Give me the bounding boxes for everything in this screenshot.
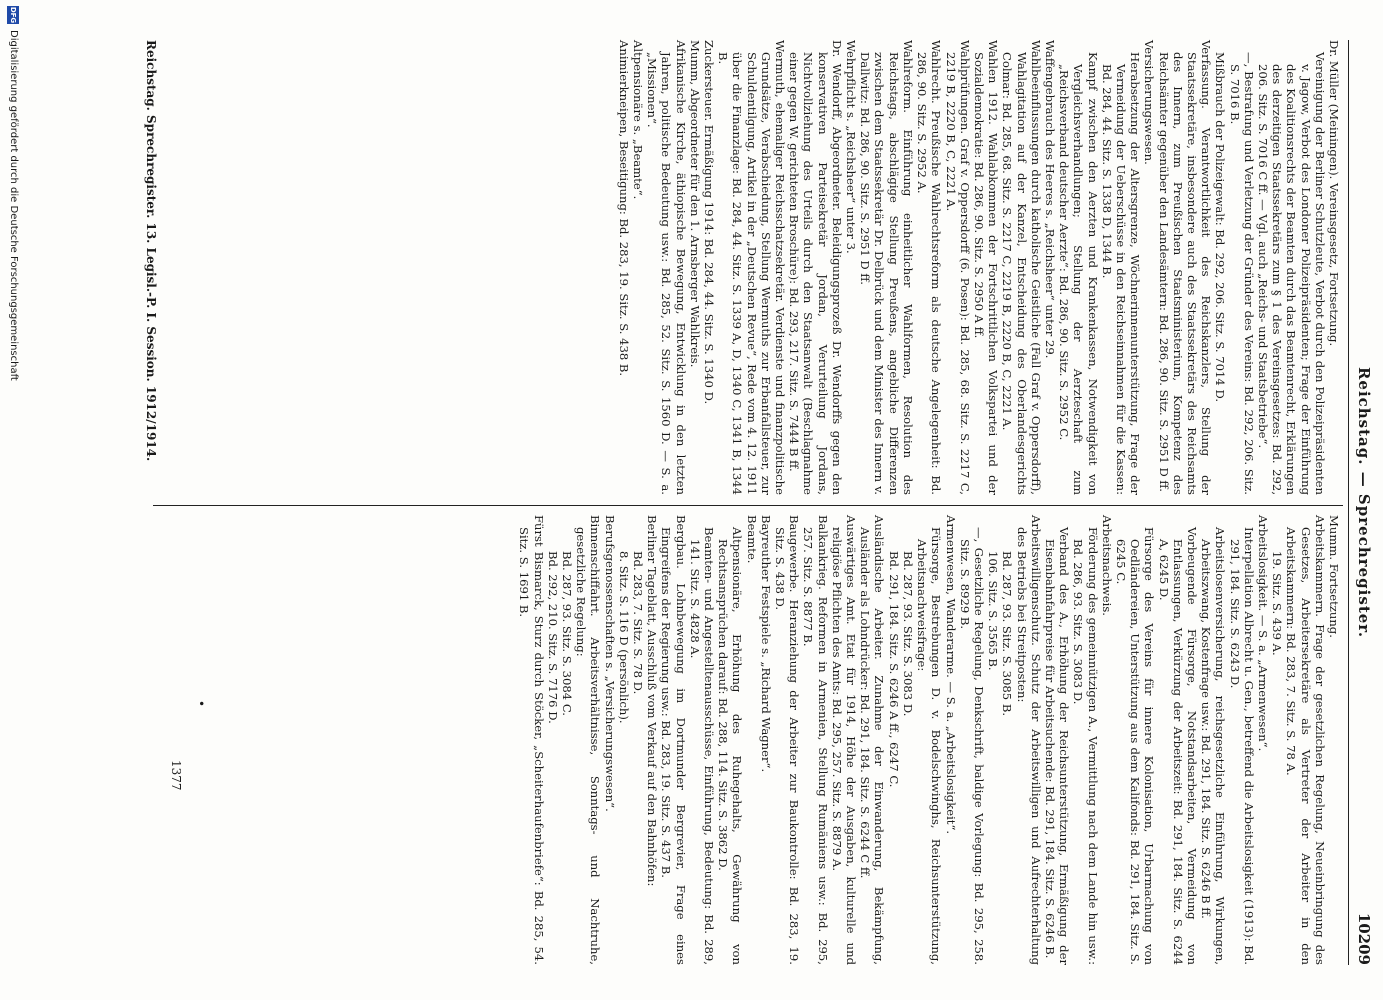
register-entry: Baugewerbe. Heranziehung der Arbeiter zur Baukontrolle: Bd. 283, 19. Sitz. S. 438 D. — [773, 515, 802, 965]
register-entry: Berufsgenossenschaften s. „Versicherungswesen“. — [602, 515, 617, 812]
header-rule — [1348, 40, 1349, 965]
register-entry: Animierkneipen, Beseitigung: Bd. 283, 19. Sitz. S. 438 B. — [616, 40, 631, 377]
dfg-notice: Digitalisierung gefördert durch die Deutsche Forschungsgemeinschaft — [8, 30, 19, 381]
register-entry: Herabsetzung der Altersgrenze, Wöchnerinnenunterstützung, Frage der Vermeidung der Ueberschüsse in den Reichseinnahmen für die Kassen: Bd. 284, 44. Sitz. S. 1338 D, 1344 B. — [1099, 52, 1143, 495]
right-column — [517, 515, 1341, 965]
dfg-watermark — [1, 0, 21, 1000]
register-entry: Förderung des gemeinnützigen A., Vermittlung nach dem Lande hin usw.: Bd. 286, 93. Sitz. S. 3083 D. — [1071, 527, 1100, 965]
register-entry: Wermuth, ehemaliger Reichsschatzsekretär. Verdienste und finanzpolitische Grundsätze, Verabschiedung, Stellung Wermuths zur Erbanfallsteuer, zur Schuldentilgung, Artikel in der „Deutschen Revue“, Rede vom 4. 12. 1911 über die Finanzlage: Bd. 284, 44. Sitz. S. 1339 A, D, 1340 C, 1341 B, 1344 B. — [716, 40, 788, 495]
register-entry: Wahlen 1912. Wahlabkommen der Fortschrittlichen Volkspartei und der Sozialdemokratie: Bd. 286, 90. Sitz. S. 2950 A ff. — [971, 40, 1001, 495]
register-entry: Bayreuther Festspiele s. „Richard Wagner“. — [758, 515, 773, 773]
register-entry: Fürsorge, Bestrebungen D. v. Bodelschwinghs, Reichsunterstützung, Arbeitsnachweisfrage: — [915, 527, 944, 965]
register-entry: Arbeitswilligenschutz. Schutz der Arbeitswilligen und Aufrechterhaltung des Betriebs bei Streitposten: — [1014, 515, 1043, 965]
register-entry: Wahlrecht. Preußische Wahlrechtsreform als deutsche Angelegenheit: Bd. 286, 90. Sitz. S. 2952 A. — [915, 40, 944, 495]
register-entry: Arbeitskammern. Frage der gesetzlichen Regelung, Neueinbringung des Gesetzes, Arbeitersekretäre als Vertreter der Arbeiter in den Arbeitskammern: Bd. 283, 7. Sitz. S. 78 A. — [1284, 515, 1327, 965]
register-footer: Reichstag. Sprechregister. 13. Legisl.-P. I. Session. 1912/1914. — [144, 40, 158, 462]
register-entry: Bd. 292, 210. Sitz. S. 7176 D. — [545, 551, 560, 724]
register-entry: Wahlreform. Einführung einheitlicher Wahlformen, Resolution des Reichstags, abschlägige Stellung Preußens, angebliche Differenzen zwischen dem Staatssekretär Dr. Delbrück und dem Minister des Innern v. Dallwitz: Bd. 286, 90. Sitz. S. 2951 D ff. — [858, 40, 915, 495]
left-column — [617, 40, 1341, 495]
register-entry: Auswärtiges Amt. Etat für 1914, Höhe der Ausgaben, kulturelle und religiöse Pflichten des Amts: Bd. 295, 257. Sitz. S. 8879 A. — [829, 515, 859, 965]
register-entry: Interpellation Albrecht u. Gen., betreffend die Arbeitslosigkeit (1913): Bd. 291, 184. Sitz. S. 6243 D. — [1227, 527, 1256, 965]
register-entry: Vorbeugende Fürsorge, Notstandsarbeiten, Vermeidung von Entlassungen, Verkürzung der Arbeitszeit: Bd. 291, 184. Sitz. S. 6244 A, 6245 D. — [1156, 527, 1199, 965]
register-entry: Versicherungswesen. — [1142, 40, 1157, 165]
register-entry: Mumm. Fortsetzung. — [1327, 515, 1341, 638]
register-entry: Verband des A., Erhöhung der Reichsunterstützung, Ermäßigung der Eisenbahnfahrpreise für Arbeitsuchende: Bd. 291, 184. Sitz. S. 6246 B. — [1042, 527, 1072, 965]
register-entry: Arbeitsnachweis. — [1099, 515, 1114, 616]
register-entry: Bd. 283, 7. Sitz. S. 78 D. — [631, 551, 646, 695]
register-entry: Berliner Tageblatt, Ausschluß vom Verkauf auf den Bahnhöfen: — [645, 515, 660, 887]
register-entry: Bd. 291, 184. Sitz. S. 6246 A ff., 6247 C. — [886, 551, 901, 788]
dfg-logo: DFG — [9, 6, 17, 24]
register-entry: Afrikanische Kirche, äthiopische Bewegung, Entwicklung in den letzten Jahren, politische Bedeutung usw.: Bd. 285, 52. Sitz. S. 1560 D. — S. a. „Missionen“. — [645, 40, 688, 495]
register-entry: Beamte. — [744, 515, 759, 564]
register-entry: Arbeitslosenversicherung, reichsgesetzliche Einführung, Wirkungen, Arbeitszwang, Kostenfrage usw.: Bd. 291, 184. Sitz. S. 6246 B ff. — [1199, 527, 1228, 965]
register-entry: Fürst Bismarck, Sturz durch Stöcker, „Scheiterhaufenbriefe“: Bd. 285, 54. Sitz. S. 1691 B. — [517, 515, 546, 965]
printer-mark: • — [194, 700, 208, 708]
register-entry: Arbeitslosigkeit. — S. a. „Armenwesen“. — [1255, 515, 1270, 752]
register-entry: 106. Sitz. S. 3565 B. — [986, 551, 1001, 671]
column-divider — [153, 505, 1343, 506]
running-title: Reichstag. — Sprechregister. — [1355, 366, 1373, 639]
register-entry: Ausländische Arbeiter. Zunahme der Einwanderung, Bekämpfung, Ausländer als Lohndrücker: Bd. 291, 184. Sitz. S. 6244 C ff. — [858, 515, 887, 965]
page-number-top: 10209 — [1355, 912, 1373, 965]
register-entry: Bd. 287, 93. Sitz. S. 3085 B. — [1000, 551, 1015, 717]
register-entry: Waffengebrauch des Heeres s. „Reichsheer“ unter 29. — [1042, 40, 1057, 359]
register-entry: Binnenschiffahrt. Arbeitsverhältnisse, Sonntags- und Nachtruhe, gesetzliche Regelung: — [574, 515, 603, 965]
register-entry: Beamten- und Angestelltenausschüsse, Einführung, Bedeutung: Bd. 289, 141. Sitz. S. 4828 A. — [687, 527, 717, 965]
register-entry: Bd. 287, 93. Sitz. S. 3084 C. — [560, 551, 575, 716]
register-entry: Kampf zwischen den Aerzten und Krankenkassen, Notwendigkeit von Vergleichsverhandlungen; Stellung der Aerzteschaft zum „Reichsverband deutscher Aerzte“: Bd. 286, 90. Sitz. S. 2952 C. — [1057, 52, 1100, 495]
register-entry: Altpensionäre, Erhöhung des Ruhegehalts, Gewährung von Rechtsansprüchen darauf: Bd. 288, 114. Sitz. S. 3862 D. — [716, 527, 745, 965]
register-entry: Dr. Müller (Meiningen). Vereinsgesetz, Fortsetzung. — [1327, 40, 1341, 347]
register-entry: 19. Sitz. S. 439 A. — [1270, 551, 1285, 656]
register-entry: Mumm, Abgeordneter für den 1. Arnsberger Wahlkreis. — [687, 40, 702, 368]
register-entry: Altpensionäre s. „Beamte“. — [631, 40, 646, 200]
register-entry: Fürsorge des Vereins für innere Kolonisation, Urbarmachung von Oedländereien, Unterstützung aus dem Kalifonds: Bd. 291, 184. Sitz. S. 6245 C. — [1113, 527, 1157, 965]
register-entry: Armenwesen, Wanderarme. — S. a. „Arbeitslosigkeit“. — [943, 515, 958, 835]
register-entry: Bergbau. Lohnbewegung im Dortmunder Bergrevier, Frage eines Eingreifens der Regierung usw.: Bd. 283, 19. Sitz. S. 437 B. — [659, 515, 688, 965]
register-entry: —, Bestrafung und Verletzung der Gründer des Vereins: Bd. 292, 206. Sitz. S. 7016 B. — [1227, 52, 1256, 495]
register-entry: Dr. Wendorff, Abgeordneter. Beleidigungsprozeß Dr. Wendorffs gegen den konservativen Parteisekretär Jordan, Verurteilung Jordans, Nichtvollziehung des Urteils durch den Staatsanwalt (Beschlagnahme einer gegen W. gerichteten Broschüre): Bd. 293, 217. Sitz. S. 7444 B ff. — [787, 40, 844, 495]
register-entry: Balkankrieg. Reformen in Armenien, Stellung Rumäniens usw.: Bd. 295, 257. Sitz. S. 8877 B. — [801, 515, 830, 965]
register-entry: Verfassung. Verantwortlichkeit des Reichskanzlers, Stellung der Staatssekretäre, insbesondere auch des Staatssekretärs des Reichsamts des Innern, zum Preußischen Staatsministerium, Kompetenz des Reichsämter gegenüber den Landesämtern: Bd. 286, 90. Sitz. S. 2951 D ff. — [1156, 40, 1214, 495]
register-entry: Vereinigung der Berliner Schutzleute, Verbot durch den Polizeipräsidenten v. Jagow, Verbot des Londoner Polizeipräsidenten; Frage der Einführung des Koalitionsrechts der Beamten durch das Beamtenrecht, Erklärungen des derzeitigen Staatssekretärs zum § 1 des Vereinsgesetzes: Bd. 292, 206. Sitz. S. 7016 C ff. — Vgl. auch „Reichs- und Staatsbetriebe“. — [1255, 52, 1327, 495]
register-entry: Wehrpflicht s. „Reichsheer“ unter 3. — [844, 40, 859, 254]
page-header — [1349, 40, 1373, 965]
register-entry: Wahlprüfungen. Graf v. Oppersdorff (6. Posen): Bd. 285, 68. Sitz. S. 2217 C, 2219 B, 2220 B, C, 2221 A. — [943, 40, 972, 495]
register-entry: Mißbrauch der Polizeigewalt: Bd. 292, 206. Sitz. S. 7014 D. — [1213, 52, 1228, 403]
page-number-bottom: 1377 — [169, 760, 183, 791]
register-entry: Wahlbeeinflussungen durch katholische Geistliche (Fall Graf v. Oppersdorff), Wahlagitation auf der Kanzel, Entscheidung des Oberlandesgerichts Colmar: Bd. 285, 68. Sitz. S. 2217 C, 2219 B, 2220 B, C, 2221 A. — [1000, 40, 1043, 495]
register-entry: —, Gesetzliche Regelung, Denkschrift, baldige Vorlegung: Bd. 295, 258. Sitz. S. 8929 B. — [957, 527, 986, 965]
register-entry: 8. Sitz. S. 116 D (persönlich). — [616, 551, 631, 724]
register-entry: Zuckersteuer. Ermäßigung 1914: Bd. 284, 44. Sitz. S. 1340 D. — [702, 40, 717, 405]
register-entry: Bd. 287, 93. Sitz. S. 3083 D. — [900, 551, 915, 717]
